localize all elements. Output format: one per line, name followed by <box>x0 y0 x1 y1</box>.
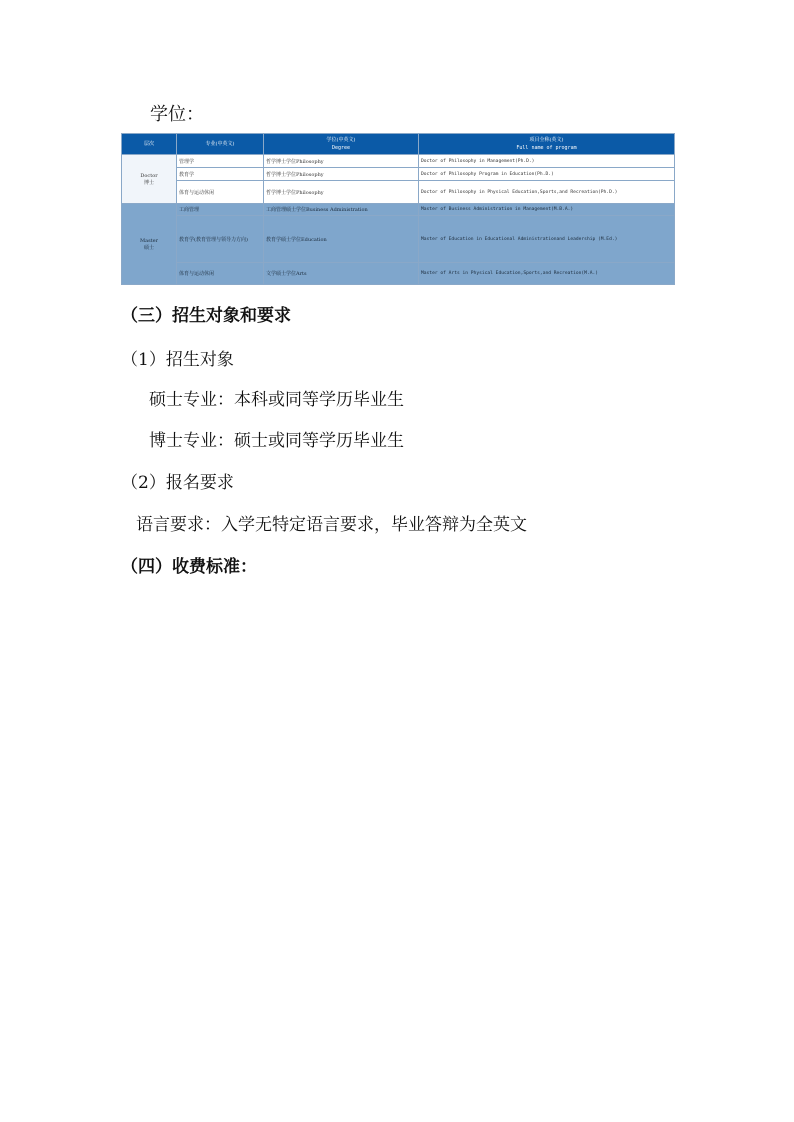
degree-cell: 哲学博士学位Philosophy <box>264 168 419 181</box>
section3-heading: （三）招生对象和要求 <box>121 306 291 326</box>
program-cell: Doctor of Philosophy Program in Education(Ph.D.) <box>419 168 675 181</box>
major-cell: 教育学 <box>177 168 264 181</box>
level-doctor <box>122 155 177 204</box>
degree-table-container <box>121 133 674 289</box>
table-row <box>122 181 675 204</box>
header-degree-zh: 学位(中英文) <box>326 137 356 143</box>
header-degree-en: Degree <box>331 145 351 151</box>
major-cell: 体育与运动休闲 <box>177 181 264 204</box>
table-row <box>122 216 675 263</box>
major-cell: 管理学 <box>177 155 264 168</box>
master-requirement: 硕士专业：本科或同等学历毕业生 <box>149 390 404 410</box>
section4-heading: （四）收费标准： <box>121 557 257 577</box>
doctor-requirement: 博士专业：硕士或同等学历毕业生 <box>149 431 404 451</box>
program-cell: Doctor of Philosophy in Management(Ph.D.) <box>419 155 675 168</box>
program-cell: Master of Arts in Physical Education,Sports,and Recreation(M.A.) <box>419 263 675 285</box>
header-major: 专业(中英文) <box>177 134 264 155</box>
degree-cell: 教育学硕士学位Education <box>264 216 419 263</box>
header-program-zh: 项目全称(英文) <box>529 137 564 143</box>
section3-sub1: （1）招生对象 <box>121 350 234 370</box>
level-master <box>122 204 177 285</box>
header-program <box>419 134 675 155</box>
level-master-zh: 硕士 <box>143 244 154 251</box>
degree-cell: 工商管理硕士学位Business Administration <box>264 204 419 216</box>
program-cell: Doctor of Philosophy in Physical Education,Sports,and Recreation(Ph.D.) <box>419 181 675 204</box>
table-header-row <box>122 134 675 155</box>
section3-sub2: （2）报名要求 <box>121 473 234 493</box>
language-requirement: 语言要求：入学无特定语言要求，毕业答辩为全英文 <box>136 515 527 535</box>
level-doctor-zh: 博士 <box>143 179 154 186</box>
table-row <box>122 263 675 285</box>
major-cell: 工商管理 <box>177 204 264 216</box>
table-row <box>122 168 675 181</box>
header-program-en: Full name of program <box>516 145 577 151</box>
header-level: 层次 <box>122 134 177 155</box>
degree-cell: 哲学博士学位Philosophy <box>264 155 419 168</box>
table-row <box>122 204 675 216</box>
major-cell: 体育与运动休闲 <box>177 263 264 285</box>
degree-label: 学位： <box>150 104 204 125</box>
header-degree <box>264 134 419 155</box>
table-row <box>122 155 675 168</box>
degree-table <box>121 133 675 285</box>
degree-cell: 文学硕士学位Arts <box>264 263 419 285</box>
level-master-en: Master <box>139 237 159 244</box>
level-doctor-en: Doctor <box>140 172 158 179</box>
program-cell: Master of Education in Educational Administrationand Leadership (M.Ed.) <box>419 216 675 263</box>
degree-cell: 哲学博士学位Philosophy <box>264 181 419 204</box>
program-cell: Master of Business Administration in Management(M.B.A.) <box>419 204 675 216</box>
major-cell: 教育学(教育管理与领导力方向) <box>177 216 264 263</box>
